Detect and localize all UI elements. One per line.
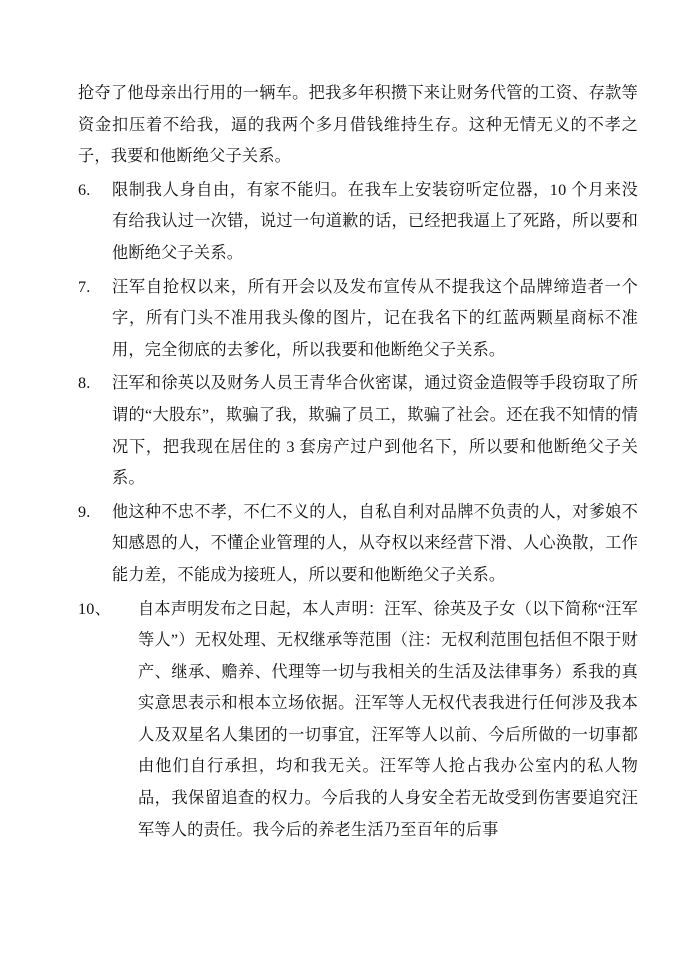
list-item-text: 限制我人身自由，有家不能归。在我车上安装窃听定位器，10 个月来没有给我认过一次错，说过一句道歉的话，已经把我逼上了死路，所以要和他断绝父子关系。 xyxy=(112,180,638,262)
list-item-10 xyxy=(78,594,638,847)
list-item-number: 10、 xyxy=(78,599,111,618)
list-item-6 xyxy=(78,175,638,270)
list-item-number: 6. xyxy=(78,180,91,199)
list-item-text: 汪军自抢权以来，所有开会以及发布宣传从不提我这个品牌缔造者一个字，所有门头不准用我头像的图片，记在我名下的红蓝两颗星商标不准用，完全彻底的去爹化，所以我要和他断绝父子关系。 xyxy=(112,277,638,359)
paragraph-continuation xyxy=(78,78,638,173)
document-body xyxy=(78,78,638,846)
list-item-7 xyxy=(78,272,638,367)
list-item-text: 汪军和徐英以及财务人员王青华合伙密谋，通过资金造假等手段窃取了所谓的“大股东”，欺骗了我，欺骗了员工，欺骗了社会。还在我不知情的情况下，把我现在居住的 3 套房产过户到他名下，所以要和他断绝父子关系。 xyxy=(112,374,638,488)
list-item-text: 他这种不忠不孝，不仁不义的人，自私自利对品牌不负责的人，对爹娘不知感恩的人，不懂企业管理的人，从夺权以来经营下滑、人心涣散，工作能力差，不能成为接班人，所以要和他断绝父子关系。 xyxy=(112,502,638,584)
list-item-number: 8. xyxy=(78,374,91,393)
list-item-8 xyxy=(78,368,638,494)
list-item-text: 自本声明发布之日起，本人声明：汪军、徐英及子女（以下简称“汪军等人”）无权处理、无权继承等范围（注：无权利范围包括但不限于财产、继承、赡养、代理等一切与我相关的生活及法律事务）系我的真实意思表示和根本立场依据。汪军等人无权代表我进行任何涉及我本人及双星名人集团的一切事宜，汪军等人以前、今后所做的一切事都由他们自行承担，均和我无关。汪军等人抢占我办公室内的私人物品，我保留追查的权力。今后我的人身安全若无故受到伤害要追究汪军等人的责任。我今后的养老生活乃至百年的后事 xyxy=(138,599,638,839)
list-item-number: 9. xyxy=(78,502,91,521)
list-item-9 xyxy=(78,497,638,592)
list-item-number: 7. xyxy=(78,277,91,296)
paragraph-text: 抢夺了他母亲出行用的一辆车。把我多年积攒下来让财务代管的工资、存款等资金扣压着不给我，逼的我两个多月借钱维持生存。这种无情无义的不孝之子，我要和他断绝父子关系。 xyxy=(78,84,638,166)
